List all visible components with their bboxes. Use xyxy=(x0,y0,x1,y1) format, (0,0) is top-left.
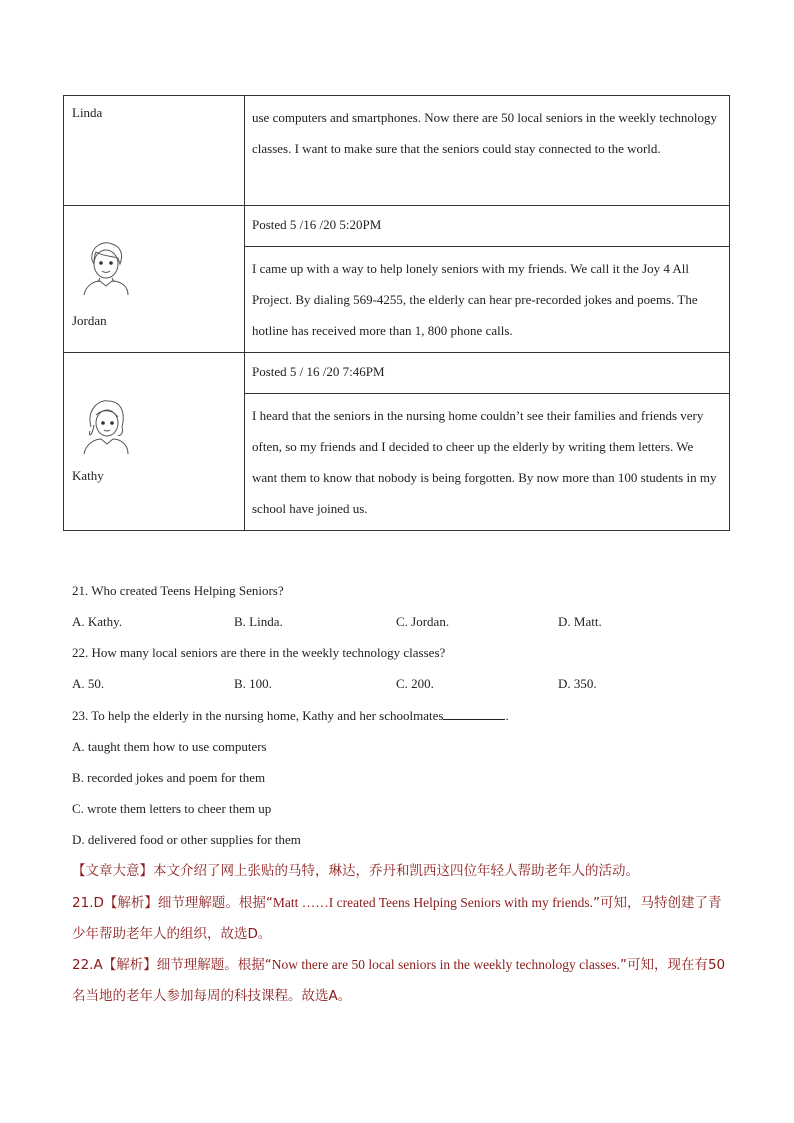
q23-option-d: D. delivered food or other supplies for them xyxy=(72,832,301,847)
analysis-22-quote: Now there are 50 local seniors in the weekly technology classes. xyxy=(271,957,620,972)
analysis-summary: 【文章大意】本文介绍了网上张贴的马特，琳达，乔丹和凯西这四位年轻人帮助老年人的活动。 xyxy=(72,863,639,879)
question-22-stem: 22. How many local seniors are there in the weekly technology classes? xyxy=(72,645,446,660)
message-cell-jordan: I came up with a way to help lonely seniors with my friends. We call it the Joy 4 All Project. By dialing 569-4255, the elderly can hear pre-recorded jokes and poems. The hotline has received more than 1, 800 phone calls. xyxy=(245,247,730,353)
name-cell-linda xyxy=(64,96,245,206)
q21-option-a: A. Kathy. xyxy=(72,614,123,629)
question-23-stem xyxy=(72,707,509,725)
name-cell-kathy xyxy=(64,353,245,531)
name-cell-jordan xyxy=(64,206,245,353)
q22-option-a: A. 50. xyxy=(72,676,105,691)
analysis-22 xyxy=(72,949,732,1012)
posts-table xyxy=(63,95,730,531)
q23-option-b: B. recorded jokes and poem for them xyxy=(72,770,266,785)
q21-option-b: B. Linda. xyxy=(234,614,283,629)
answer-blank xyxy=(443,707,505,720)
poster-name: Kathy xyxy=(72,468,104,483)
timestamp-kathy: Posted 5 / 16 /20 7:46PM xyxy=(245,353,730,394)
boy-avatar-icon xyxy=(78,238,134,296)
analysis-21-prefix: 21.D【解析】细节理解题。根据“ xyxy=(72,895,273,911)
q23-option-c: C. wrote them letters to cheer them up xyxy=(72,801,272,816)
q22-option-c: C. 200. xyxy=(396,676,434,691)
analysis-21-quote: Matt ……I created Teens Helping Seniors with my friends. xyxy=(272,895,593,910)
poster-name: Jordan xyxy=(72,313,107,328)
analysis-22-prefix: 22.A【解析】细节理解题。根据“ xyxy=(72,957,272,973)
table-row-jordan-time xyxy=(64,206,730,247)
question-23-text: 23. To help the elderly in the nursing home, Kathy and her schoolmates xyxy=(72,708,444,723)
q21-option-d: D. Matt. xyxy=(558,614,602,629)
analysis-22-suffix: ”可知，现在有50名当地的老年人参加每周的科技课程。故选A。 xyxy=(72,957,726,1004)
message-cell-kathy: I heard that the seniors in the nursing home couldn’t see their families and friends very often, so my friends and I decided to cheer up the elderly by writing them letters. We want them to know that nobody is being forgotten. By now more than 100 students in my school have joined us. xyxy=(245,394,730,531)
q23-option-a: A. taught them how to use computers xyxy=(72,739,267,754)
question-21-stem: 21. Who created Teens Helping Seniors? xyxy=(72,583,284,598)
question-23-end: . xyxy=(505,708,509,723)
q21-option-c: C. Jordan. xyxy=(396,614,450,629)
poster-name: Linda xyxy=(72,105,103,120)
analysis-21-suffix: ”可知，马特创建了青少年帮助老年人的组织，故选D。 xyxy=(72,895,722,942)
timestamp-jordan: Posted 5 /16 /20 5:20PM xyxy=(245,206,730,247)
q22-option-d: D. 350. xyxy=(558,676,597,691)
girl-avatar-icon xyxy=(78,397,134,455)
analysis-21 xyxy=(72,887,732,950)
table-row-linda xyxy=(64,96,730,206)
q22-option-b: B. 100. xyxy=(234,676,272,691)
table-row-kathy-time xyxy=(64,353,730,394)
message-cell-linda: use computers and smartphones. Now there are 50 local seniors in the weekly technology classes. I want to make sure that the seniors could stay connected to the world. xyxy=(245,96,730,206)
